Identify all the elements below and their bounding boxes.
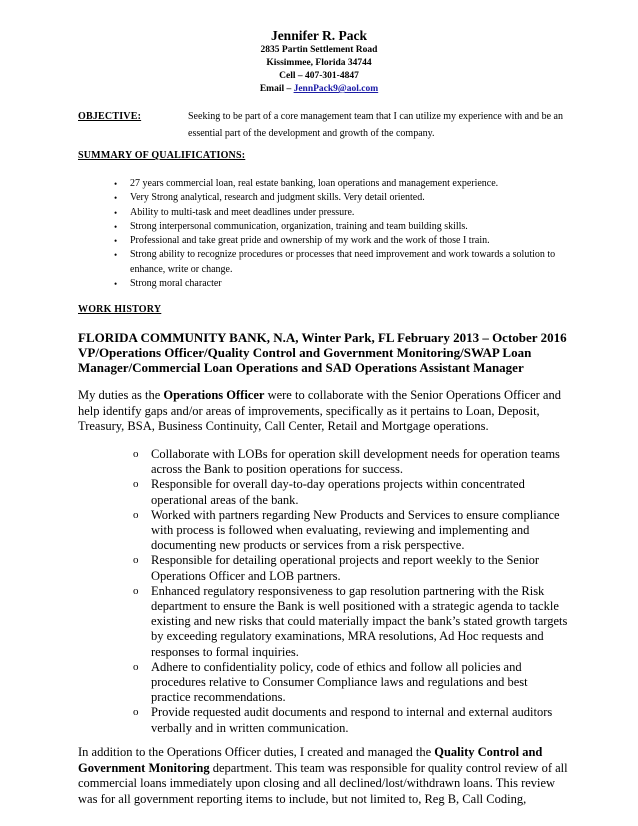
qualification-item — [114, 248, 566, 277]
duty-item-text: Worked with partners regarding New Products and Services to ensure compliance with process is followed when evaluating, reviewing and implementing and documenting new products or services from a risk perspective. — [151, 507, 560, 553]
para1-bold: Operations Officer — [163, 388, 265, 402]
summary-heading: SUMMARY OF QUALIFICATIONS: — [78, 150, 246, 161]
job-header — [78, 330, 568, 375]
email-prefix: Email – — [259, 84, 294, 94]
city-state-zip: Kissimmee, Florida 34744 — [266, 58, 372, 68]
para2-bold: Quality Control and Government Monitoring — [78, 745, 543, 775]
qualification-item-text: Professional and take great pride and ownership of my work and the work of those I train. — [130, 235, 490, 247]
bullet-icon: • — [114, 193, 118, 204]
qualification-item-text: Strong interpersonal communication, organization, training and team building skills. — [130, 220, 468, 232]
operations-officer-paragraph — [78, 388, 568, 435]
duty-item-text: Adhere to confidentiality policy, code of ethics and follow all policies and procedures relative to Consumer Compliance laws and regulations and best practice recommendations. — [151, 659, 528, 705]
objective-label: OBJECTIVE: — [78, 111, 142, 122]
para1-rest: were to collaborate with the Senior Operations Officer and help identify gaps and/or areas of improvements, specifically as it pertains to Loan, Deposit, Treasury, BSA, Business Continuity, Call Center, Retail and Mortgage operations. — [78, 388, 561, 433]
circle-bullet-icon: o — [133, 478, 139, 491]
objective-section — [78, 108, 563, 142]
para2-rest: department. This team was responsible for quality control review of all commercial loans immediately upon closing and all declined/lost/withdrawn loans. This review was for all government reporting items to include, but not limited to, Reg B, Call Coding, — [78, 760, 568, 806]
email-line — [0, 83, 638, 96]
qualification-item-text: Strong ability to recognize procedures or processes that need improvement and work towards a solution to enhance, write or change. — [130, 249, 556, 275]
para2-intro: In addition to the Operations Officer duties, I created and managed the — [78, 745, 435, 759]
contact-header — [0, 28, 638, 96]
circle-bullet-icon: o — [133, 508, 139, 521]
quality-control-paragraph — [78, 745, 568, 807]
qualification-item — [114, 277, 566, 291]
circle-bullet-icon: o — [133, 706, 139, 719]
circle-bullet-icon: o — [133, 448, 139, 460]
qualification-item-text: 27 years commercial loan, real estate banking, loan operations and management experience. — [130, 178, 499, 189]
duty-item — [133, 477, 569, 507]
qualification-item-text: Very Strong analytical, research and judgment skills. Very detail oriented. — [130, 192, 425, 204]
bullet-icon: • — [114, 236, 118, 247]
bullet-icon: • — [114, 221, 118, 232]
role-line: VP/Operations Officer/Quality Control and Government Monitoring/SWAP Loan Manager/Commercial Loan Operations and SAD Operations Assistant Manager — [78, 345, 532, 375]
duty-item-text: Enhanced regulatory responsiveness to gap resolution partnering with the Risk department to ensure the Bank is well positioned with a strategic agenda to tackle existing and new risks that could materially impact the bank’s stated growth targets by exceeding regulatory examinations, MRA resolutions, Ad Hoc requests and responses to formal inquiries. — [151, 583, 568, 659]
duty-item-text: Responsible for detailing operational projects and report weekly to the Senior Operations Officer and LOB partners. — [151, 553, 540, 583]
bullet-icon: • — [114, 279, 118, 290]
duty-item-text: Collaborate with LOBs for operation skill development needs for operation teams across the Bank to position operations for success. — [151, 447, 560, 477]
bullet-icon: • — [114, 250, 118, 261]
duty-item — [133, 705, 569, 735]
duty-item — [133, 660, 569, 706]
applicant-name: Jennifer R. Pack — [270, 28, 368, 43]
qualification-item — [114, 220, 566, 234]
bullet-icon: • — [114, 179, 118, 189]
circle-bullet-icon: o — [133, 660, 139, 673]
qualification-item — [114, 234, 566, 248]
duty-item — [133, 508, 569, 554]
qualification-item-text: Strong moral character — [130, 278, 222, 290]
bullet-icon: • — [114, 207, 118, 218]
company-line: FLORIDA COMMUNITY BANK, N.A, Winter Park, FL February 2013 – October 2016 — [78, 330, 567, 345]
duty-item — [133, 584, 569, 660]
duty-item-text: Responsible for overall day-to-day operations projects within concentrated operational areas of the bank. — [151, 477, 525, 507]
duty-item — [133, 553, 569, 583]
street-address: 2835 Partin Settlement Road — [260, 45, 378, 55]
circle-bullet-icon: o — [133, 554, 139, 567]
work-history-heading: WORK HISTORY — [78, 304, 162, 315]
qualification-item — [114, 206, 566, 220]
duty-item — [133, 447, 569, 477]
para1-intro: My duties as the — [78, 388, 164, 402]
qualifications-list — [114, 177, 566, 291]
objective-text: Seeking to be part of a core management team that I can utilize my experience with and be an essential part of the development and growth of the company. — [188, 111, 563, 139]
cell-phone: Cell – 407-301-4847 — [279, 71, 359, 81]
duty-item-text: Provide requested audit documents and respond to internal and external auditors verbally and in written communication. — [151, 705, 553, 735]
email-link[interactable]: JennPack9@aol.com — [293, 84, 379, 94]
qualification-item-text: Ability to multi-task and meet deadlines under pressure. — [130, 206, 355, 218]
duties-list — [133, 447, 569, 736]
qualification-item — [114, 191, 566, 205]
qualification-item — [114, 177, 566, 191]
circle-bullet-icon: o — [133, 584, 139, 597]
